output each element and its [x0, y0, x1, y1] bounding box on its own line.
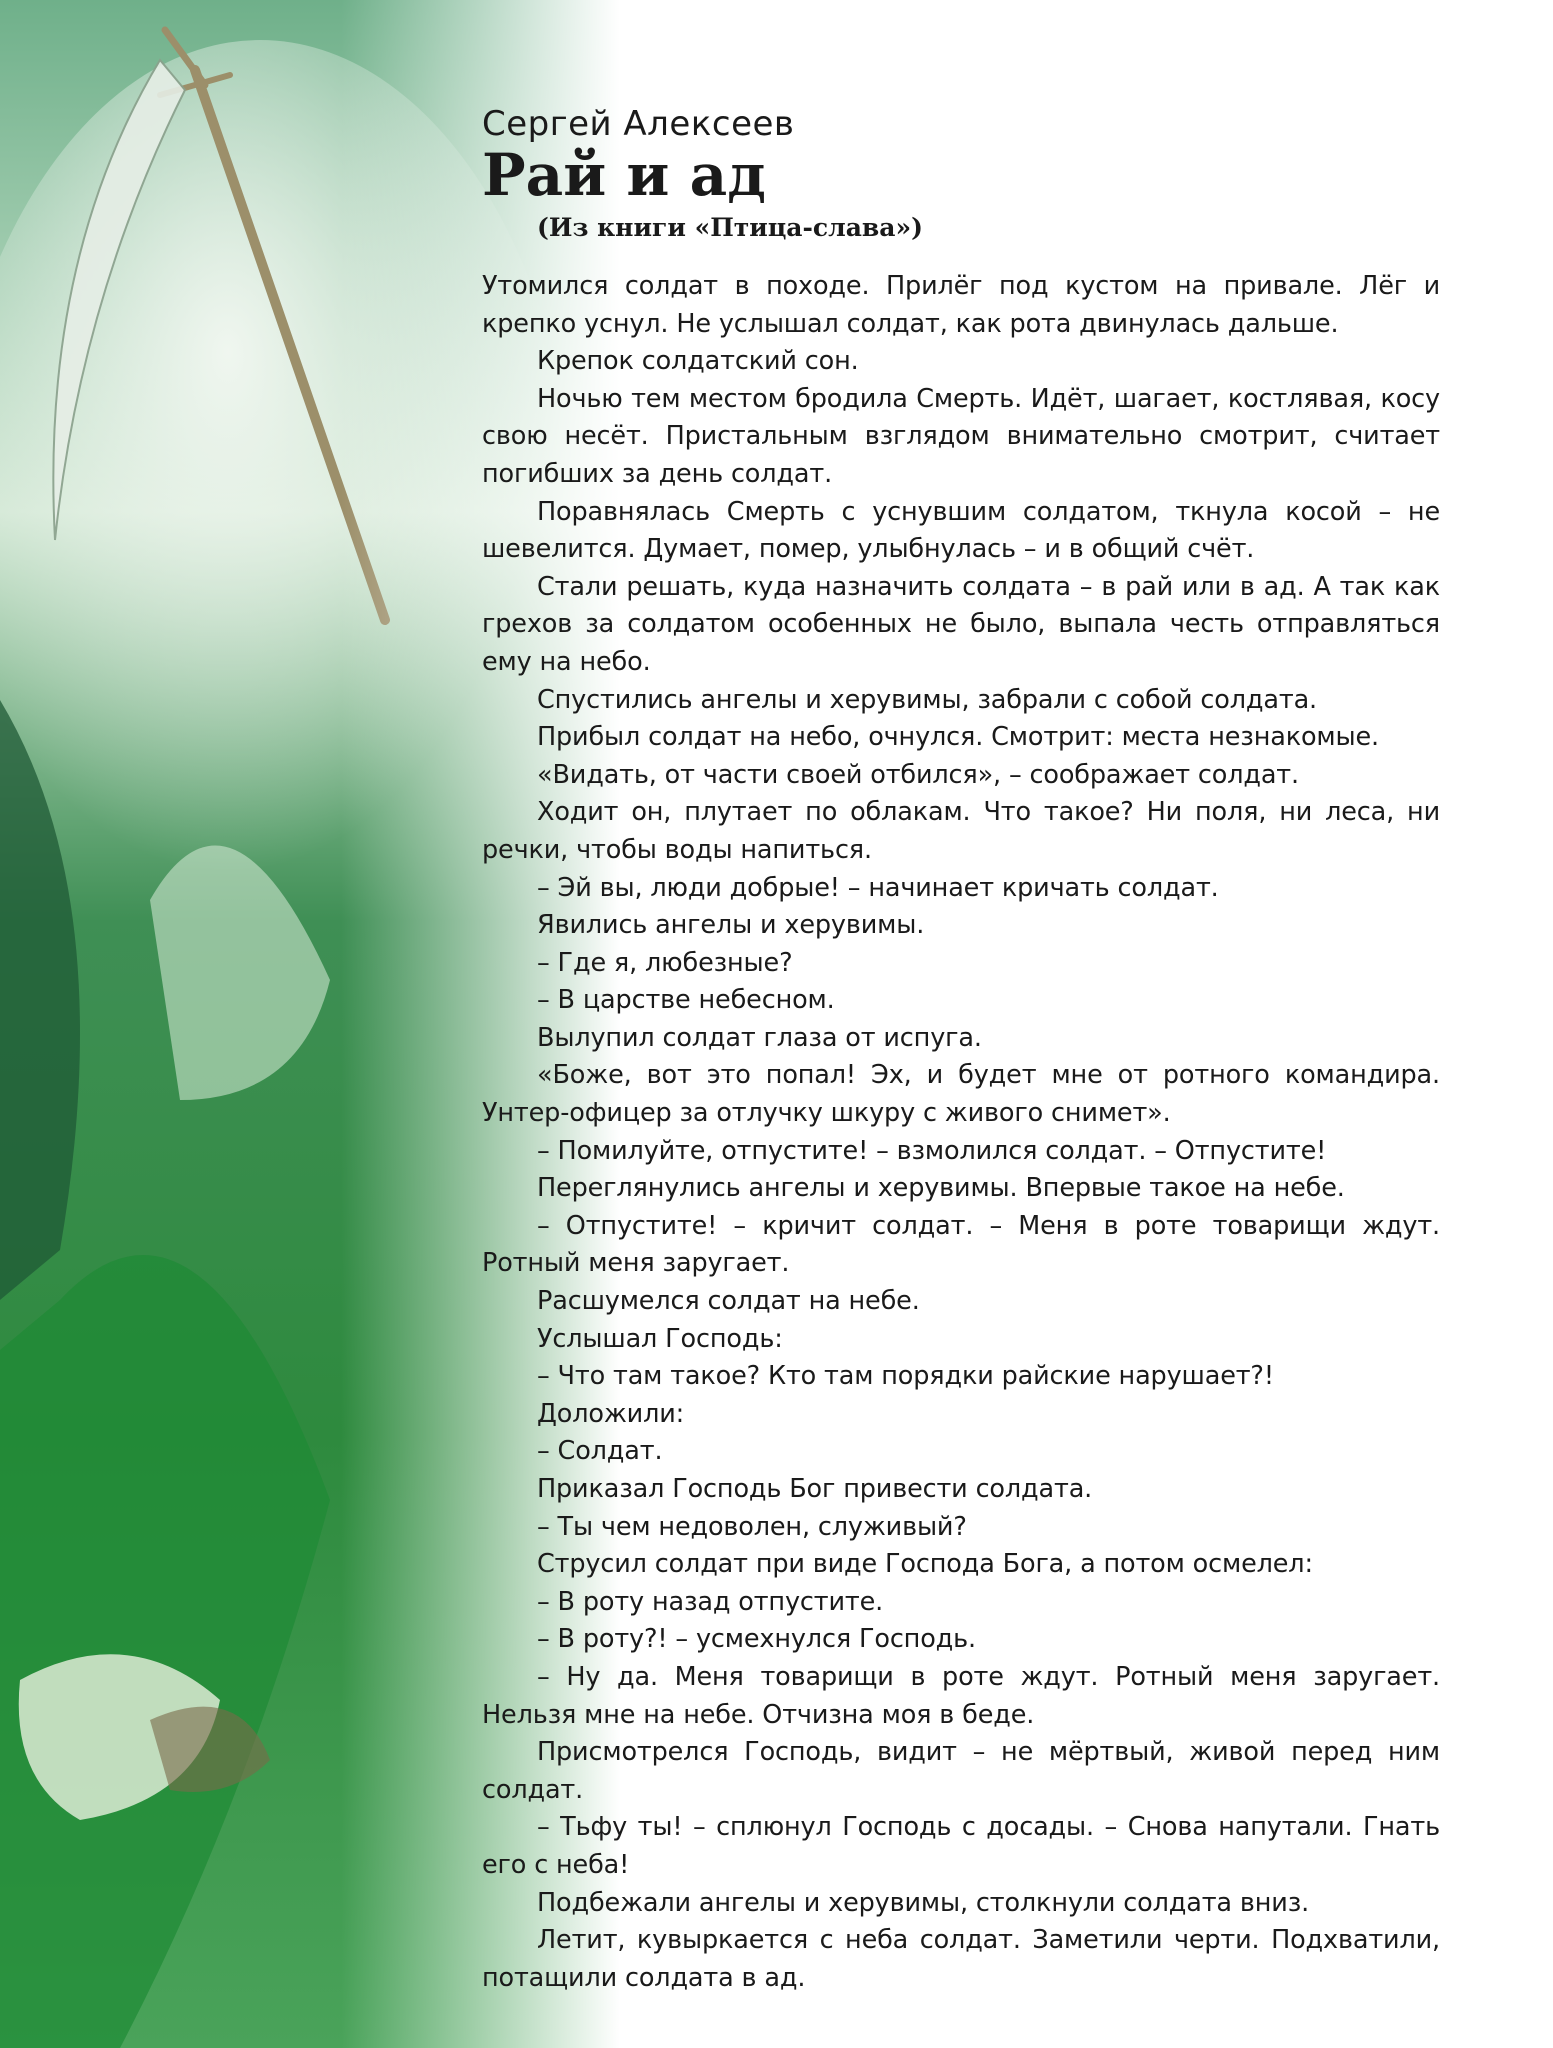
paragraph: Летит, кувыркается с неба солдат. Заметили черти. Подхватили, потащили солдата в ад.: [482, 1925, 1440, 1993]
paragraph: – Помилуйте, отпустите! – взмолился солдат. – Отпустите!: [537, 1135, 1327, 1166]
paragraph: Вылупил солдат глаза от испуга.: [537, 1022, 982, 1053]
paragraph: Подбежали ангелы и херувимы, столкнули солдата вниз.: [537, 1887, 1310, 1918]
paragraph: Переглянулись ангелы и херувимы. Впервые такое на небе.: [537, 1173, 1345, 1204]
paragraph: Утомился солдат в походе. Прилёг под кустом на привале. Лёг и крепко уснул. Не услышал солдат, как рота двинулась дальше.: [482, 271, 1440, 339]
article: [482, 104, 1440, 1997]
paragraph: Услышал Господь:: [537, 1323, 783, 1354]
paragraph: – Отпустите! – кричит солдат. – Меня в роте товарищи ждут. Ротный меня заругает.: [482, 1210, 1440, 1279]
paragraph: Струсил солдат при виде Господа Бога, а потом осмелел:: [537, 1549, 1313, 1580]
paragraph: Крепок солдатский сон.: [537, 346, 859, 377]
paragraph: – В роту?! – усмехнулся Господь.: [537, 1624, 976, 1655]
paragraph: Ходит он, плутает по облакам. Что такое? Ни поля, ни леса, ни речки, чтобы воды напиться.: [482, 797, 1440, 865]
paragraph: – В царстве небесном.: [537, 985, 835, 1016]
paragraph: Стали решать, куда назначить солдата – в рай или в ад. А так как грехов за солдатом особенных не было, выпала честь отправляться ему на небо.: [482, 571, 1440, 677]
author-name: Сергей Алексеев: [482, 104, 795, 144]
story-text: [482, 268, 1440, 1997]
paragraph: – Солдат.: [537, 1436, 663, 1467]
paragraph: – Тьфу ты! – сплюнул Господь с досады. – Снова напутали. Гнать его с неба!: [482, 1812, 1440, 1880]
paragraph: – Эй вы, люди добрые! – начинает кричать солдат.: [537, 872, 1219, 903]
paragraph: Явились ангелы и херувимы.: [537, 910, 925, 941]
paragraph: «Боже, вот это попал! Эх, и будет мне от ротного командира. Унтер-офицер за отлучку шкуру с живого снимет».: [482, 1060, 1440, 1129]
paragraph: Доложили:: [537, 1398, 685, 1429]
paragraph: Расшумелся солдат на небе.: [537, 1286, 920, 1317]
paragraph: – В роту назад отпустите.: [537, 1586, 884, 1617]
paragraph: Ночью тем местом бродила Смерть. Идёт, шагает, костлявая, косу свою несёт. Пристальным взглядом внимательно смотрит, считает погибших за день солдат.: [482, 383, 1440, 489]
paragraph: Спустились ангелы и херувимы, забрали с собой солдата.: [537, 684, 1317, 715]
paragraph: «Видать, от части своей отбился», – соображает солдат.: [537, 759, 1299, 790]
paragraph: Поравнялась Смерть с уснувшим солдатом, ткнула косой – не шевелится. Думает, помер, улыбнулась – и в общий счёт.: [482, 496, 1440, 565]
paragraph: Приказал Господь Бог привести солдата.: [537, 1474, 1093, 1504]
paragraph: Прибыл солдат на небо, очнулся. Смотрит: места незнакомые.: [537, 722, 1379, 753]
paragraph: – Где я, любезные?: [537, 947, 793, 978]
story-title: Рай и ад: [482, 141, 766, 209]
paragraph: – Что там такое? Кто там порядки райские нарушает?!: [537, 1361, 1274, 1392]
paragraph: – Ты чем недоволен, служивый?: [537, 1511, 967, 1542]
paragraph: Присмотрелся Господь, видит – не мёртвый, живой перед ним солдат.: [482, 1737, 1440, 1805]
paragraph: – Ну да. Меня товарищи в роте ждут. Ротный меня заругает. Нельзя мне на небе. Отчизна моя в беде.: [482, 1661, 1440, 1730]
source-note: (Из книги «Птица-слава»): [537, 213, 923, 242]
